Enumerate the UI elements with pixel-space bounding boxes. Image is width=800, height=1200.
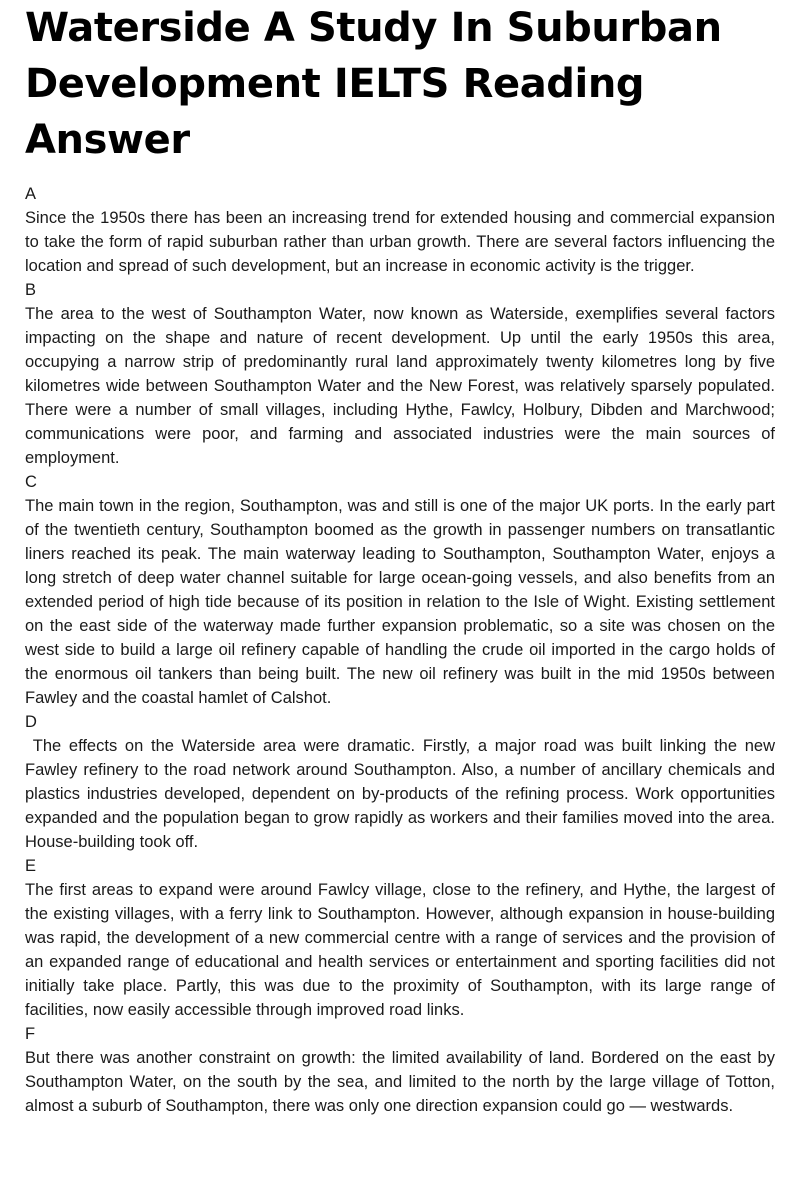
section-b [25,278,780,470]
section-paragraph: The first areas to expand were around Fawlcy village, close to the refinery, and Hythe, the largest of the existing villages, with a ferry link to Southampton. However, although expansion in house-building was rapid, the development of a new commercial centre with a range of services and the provision of an expanded range of educational and health services or entertainment and sporting facilities did not initially take place. Partly, this was due to the proximity of Southampton, with its large range of facilities, now easily accessible through improved road links. [25,881,780,1019]
section-paragraph: But there was another constraint on growth: the limited availability of land. Bordered on the east by Southampton Water, on the south by the sea, and limited to the north by the large village of Totton, almost a suburb of Southampton, there was only one direction expansion could go — westwards. [25,1049,780,1115]
section-letter: C [25,473,37,491]
section-letter: E [25,857,37,875]
page-title: Waterside A Study In Suburban Development IELTS Reading Answer [25,5,722,163]
article [25,0,780,1118]
section-letter: B [25,281,37,299]
section-a [25,182,780,278]
section-c [25,470,780,710]
section-paragraph: The main town in the region, Southampton, was and still is one of the major UK ports. In the early part of the twentieth century, Southampton boomed as the growth in passenger numbers on transatlantic liners reached its peak. The main waterway leading to Southampton, Southampton Water, enjoys a long stretch of deep water channel suitable for large ocean-going vessels, and also benefits from an extended period of high tide because of its position in relation to the Isle of Wight. Existing settlement on the east side of the waterway made further expansion problematic, so a site was chosen on the west side to build a large oil refinery capable of handling the crude oil imported in the cargo holds of the enormous oil tankers than being built. The new oil refinery was built in the mid 1950s between Fawley and the coastal hamlet of Calshot. [25,497,780,707]
section-letter: D [25,713,37,731]
section-f [25,1022,780,1118]
section-letter: F [25,1025,36,1043]
section-paragraph: The effects on the Waterside area were dramatic. Firstly, a major road was built linking the new Fawley refinery to the road network around Southampton. Also, a number of ancillary chemicals and plastics industries developed, dependent on by-products of the refining process. Work opportunities expanded and the population began to grow rapidly as workers and their families moved into the area. House-building took off. [25,737,780,851]
section-d [25,710,780,854]
section-e [25,854,780,1022]
section-paragraph: Since the 1950s there has been an increasing trend for extended housing and commercial expansion to take the form of rapid suburban rather than urban growth. There are several factors influencing the location and spread of such development, but an increase in economic activity is the trigger. [25,209,780,275]
section-paragraph: The area to the west of Southampton Water, now known as Waterside, exemplifies several factors impacting on the shape and nature of recent development. Up until the early 1950s this area, occupying a narrow strip of predominantly rural land approximately twenty kilometres long by five kilometres wide between Southampton Water and the New Forest, was relatively sparsely populated. There were a number of small villages, including Hythe, Fawlcy, Holbury, Dibden and Marchwood; communications were poor, and farming and associated industries were the main sources of employment. [25,305,780,467]
section-letter: A [25,185,37,203]
